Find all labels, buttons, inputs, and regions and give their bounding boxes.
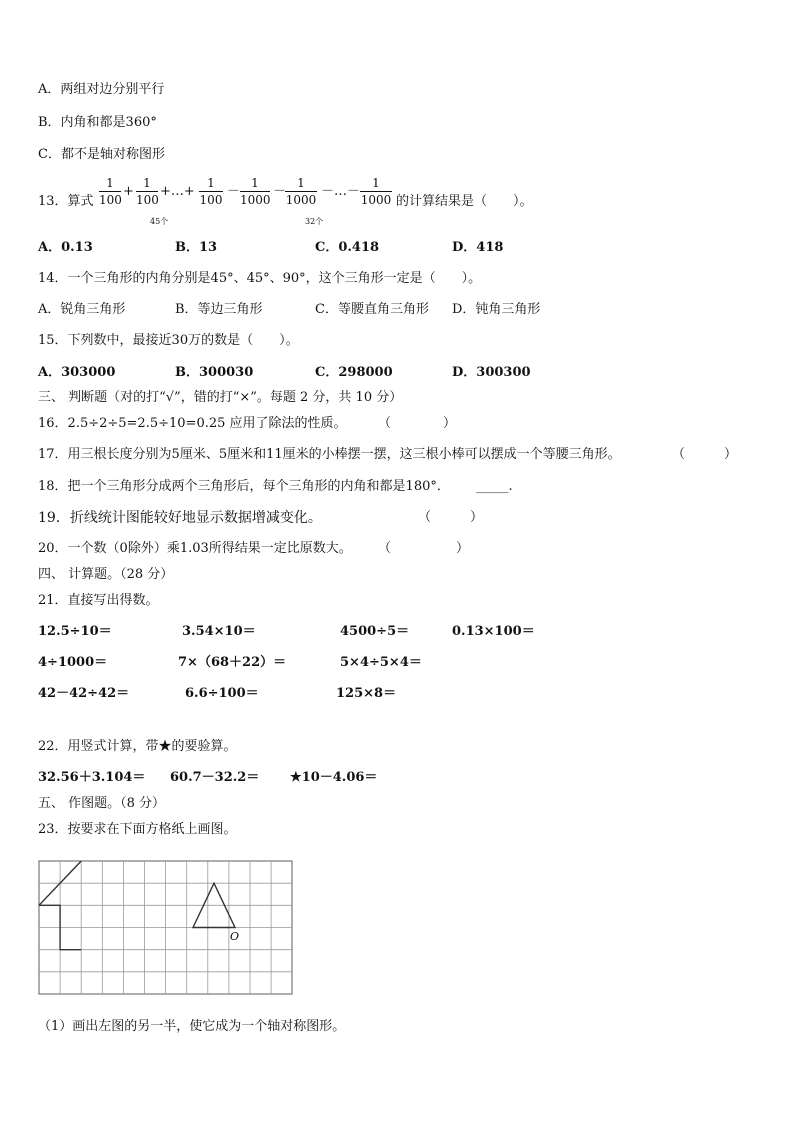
q15-option-a: A．303000 (38, 365, 116, 380)
q12-option-a: A．两组对边分别平行 (38, 82, 165, 97)
q23-text: 23．按要求在下面方格纸上画图。 (38, 822, 237, 837)
q19-answer-blank[interactable]: （ ） (418, 510, 484, 525)
q13-op-4: － (273, 184, 287, 199)
section-5-heading: 五、 作图题。（8 分） (38, 796, 166, 811)
q14-text: 14．一个三角形的内角分别是45°、45°、90°，这个三角形一定是（ ）。 (38, 271, 482, 286)
q17-answer-blank[interactable]: （ ） (672, 447, 738, 462)
q23-sub1-text: （1）画出左图的另一半，使它成为一个轴对称图形。 (38, 1019, 346, 1034)
q15-option-d: D．300300 (452, 365, 531, 380)
grid-paper (38, 860, 294, 996)
point-o-label: O (230, 930, 240, 943)
q16-text: 16．2.5÷2÷5=2.5÷10=0.25 应用了除法的性质。 (38, 416, 347, 431)
q15-option-b: B．300030 (175, 365, 254, 380)
q19-text: 19．折线统计图能较好地显示数据增减变化。 (38, 510, 322, 526)
q12-option-c: C．都不是轴对称图形 (38, 147, 165, 162)
q21-text: 21．直接写出得数。 (38, 593, 159, 608)
section-3-heading: 三、 判断题（对的打“√”，错的打“×”。每题 2 分，共 10 分） (38, 390, 403, 405)
q21-r3-c1: 42－42÷42＝ (38, 686, 130, 701)
q15-option-c: C．298000 (315, 365, 393, 380)
q13-fraction-3: 1 100 (199, 176, 223, 207)
q13-suffix: 的计算结果是（ ）。 (396, 194, 533, 209)
q13-count-45: 45个 (150, 217, 169, 226)
q21-r2-c3: 5×4÷5×4＝ (340, 655, 422, 670)
q21-r1-c3: 4500÷5＝ (340, 624, 410, 639)
q21-r1-c4: 0.13×100＝ (452, 624, 535, 639)
q21-r1-c1: 12.5÷10＝ (38, 624, 112, 639)
q22-item-3: ★10－4.06＝ (290, 770, 378, 785)
q21-r3-c3: 125×8＝ (336, 686, 397, 701)
q14-option-b: B．等边三角形 (175, 302, 263, 317)
q17-text: 17．用三根长度分别为5厘米、5厘米和11厘米的小棒摆一摆，这三根小棒可以摆成一个等腰三角形。 (38, 447, 621, 462)
q13-fraction-5: 1 1000 (285, 176, 317, 207)
q13-fraction-6: 1 1000 (360, 176, 392, 207)
q13-fraction-4: 1 1000 (240, 176, 271, 207)
q13-op-5: －…－ (321, 184, 361, 199)
q13-fraction-1: 1 100 (99, 176, 122, 207)
q12-option-b: B．内角和都是360° (38, 115, 157, 130)
q13-count-32: 32个 (305, 217, 324, 226)
q14-option-d: D．钝角三角形 (452, 302, 541, 317)
q13-op-1: + (123, 184, 134, 199)
q21-r2-c2: 7×（68＋22）＝ (178, 655, 287, 670)
q20-answer-blank[interactable]: （ ） (378, 541, 470, 556)
q14-option-c: C．等腰直角三角形 (315, 302, 429, 317)
section-4-heading: 四、 计算题。（28 分） (38, 567, 174, 582)
q22-text: 22．用竖式计算，带★的要验算。 (38, 739, 237, 754)
q13-op-2: +…+ (160, 184, 195, 199)
q18-text: 18．把一个三角形分成两个三角形后，每个三角形的内角和都是180°． (38, 479, 450, 494)
q13-option-a: A．0.13 (38, 240, 93, 255)
q13-fraction-2: 1 100 (136, 176, 159, 207)
q20-text: 20．一个数（0除外）乘1.03所得结果一定比原数大。 (38, 541, 352, 556)
q21-r2-c1: 4÷1000＝ (38, 655, 108, 670)
q22-item-1: 32.56＋3.104＝ (38, 770, 146, 785)
q21-r1-c2: 3.54×10＝ (182, 624, 256, 639)
q14-option-a: A．锐角三角形 (38, 302, 126, 317)
q18-answer-blank[interactable]: _____. (476, 479, 513, 494)
q13-option-d: D．418 (452, 240, 504, 255)
q16-answer-blank[interactable]: （ ） (378, 416, 457, 431)
q21-r3-c2: 6.6÷100＝ (185, 686, 259, 701)
q13-option-b: B．13 (175, 240, 218, 255)
q13-option-c: C．0.418 (315, 240, 380, 255)
q13-prefix: 13．算式 (38, 194, 94, 209)
q22-item-2: 60.7－32.2＝ (170, 770, 260, 785)
q15-text: 15．下列数中，最接近30万的数是（ ）。 (38, 333, 299, 348)
q13-op-3: － (227, 184, 241, 199)
